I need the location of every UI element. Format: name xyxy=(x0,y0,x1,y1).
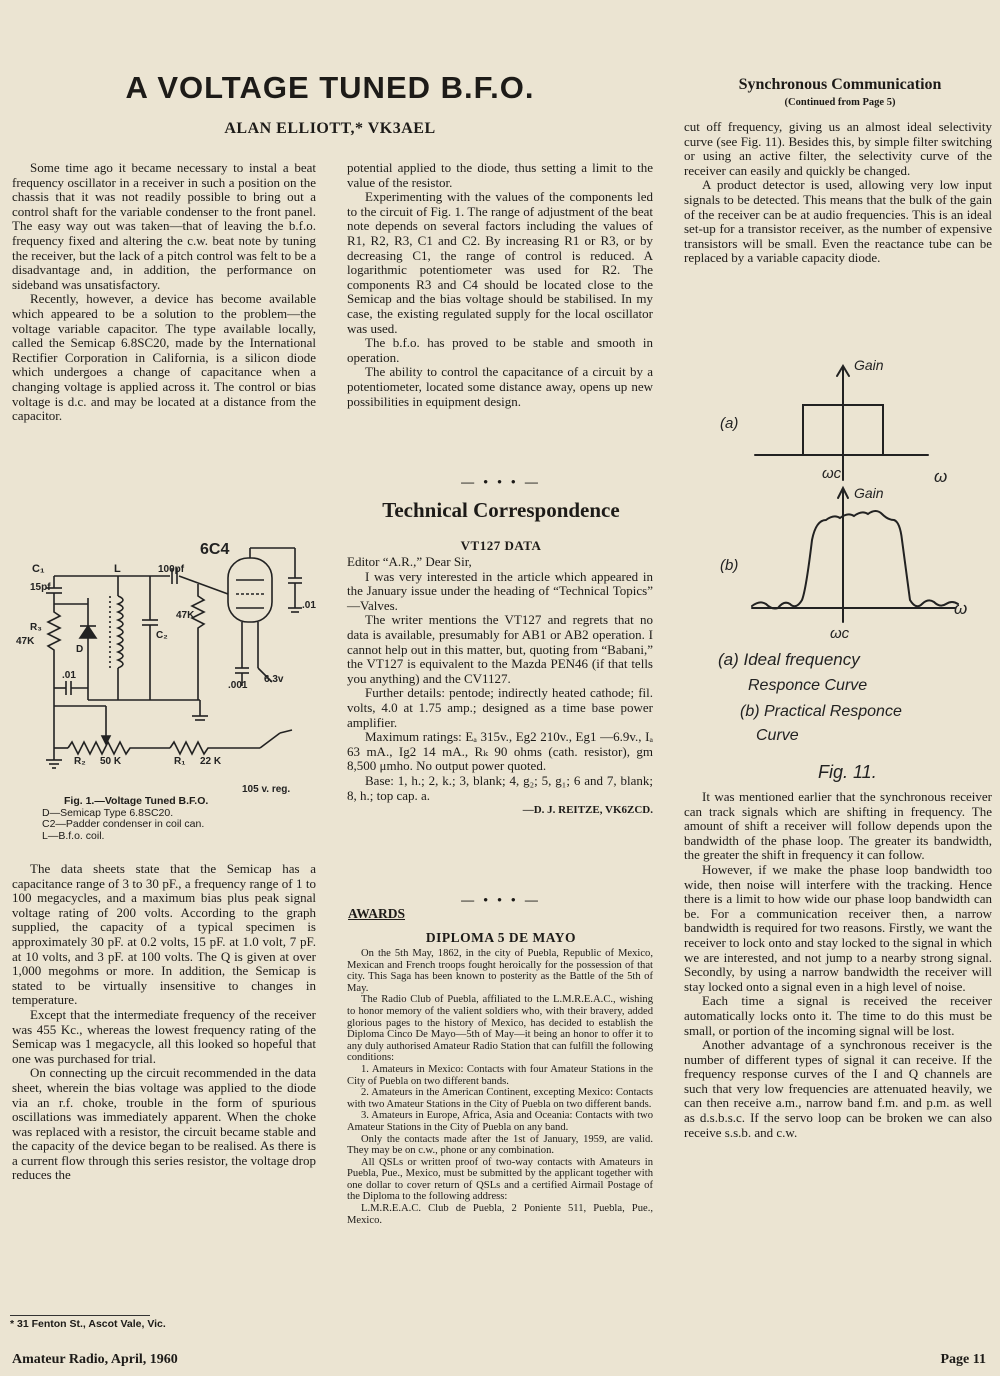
label-c1-value: 15pf xyxy=(30,582,51,593)
vt127-letter xyxy=(347,555,653,818)
section-title-technical-correspondence: Technical Correspondence xyxy=(382,498,620,522)
paragraph: Some time ago it became necessary to instal a beat frequency oscillator in a receiver in such a position on the chassis that it was not readily possible to bring out a control shaft for the variable condenser to the front panel. The easy way out was taken—that of leaving the b.f.o. frequency fixed and altering the c.w. beat note by tuning the receiver, but the lack of a pitch control was felt to be a disadvantage and, in addition, the performance on sideband was unsatisfactory. xyxy=(12,160,316,292)
label-6-3v: 6.3v xyxy=(264,674,284,685)
label-d: D xyxy=(76,644,84,655)
tube-envelope xyxy=(228,558,272,622)
label-r3-value: 47K xyxy=(16,636,35,647)
column-1-upper xyxy=(12,161,316,424)
column-3-lower xyxy=(684,790,992,1140)
paragraph: Each time a signal is received the receiver automatically locks onto it. The time to do this must be small, or portion of the incoming signal will be lost. xyxy=(684,993,992,1038)
paragraph: 1. Amateurs in Mexico: Contacts with four Amateur Stations in the City of Puebla on two different bands. xyxy=(347,1063,653,1087)
diploma-text xyxy=(347,948,653,1226)
figure-1-caption xyxy=(42,796,342,842)
separator: — • • • — xyxy=(461,892,541,907)
sync-continued-note: (Continued from Page 5) xyxy=(784,97,896,108)
footer-publication: Amateur Radio, April, 1960 xyxy=(12,1352,178,1367)
fig11-caption-line: (a) Ideal frequency xyxy=(718,650,860,669)
sync-article-title: Synchronous Communication xyxy=(738,76,942,93)
figure-1-schematic xyxy=(10,538,330,796)
label-r1-value: 22 K xyxy=(200,756,222,767)
column-1-lower xyxy=(12,862,316,1183)
paragraph: The Radio Club of Puebla, affiliated to the L.M.R.E.A.C., wishing to honor memory of the valient soldiers who, with their bravery, added glorious pages to the history of Mexico, has decided to establish the Diploma Cinco De Mayo—5th of May—it being an honor to offer it to any duly authorised Amateur Radio Station that can fulfill the following conditions: xyxy=(347,994,653,1064)
label-r3: R₃ xyxy=(30,622,42,633)
paragraph: A product detector is used, allowing very low input signals to be detected. This means that the bulk of the gain of the receiver can be at audio frequencies. This is an ideal set-up for a transistor receiver, as the number of expensive transistors will be small. Even the reactance tube can be replaced by a variable capacity diode. xyxy=(684,177,992,266)
column-3-upper xyxy=(684,120,992,266)
paragraph: The data sheets state that the Semicap has a capacitance range of 3 to 30 pF., a frequency range of 1 to 100 megacycles, and a maximum bias plus peak signal voltage rating of 200 volts. According to the graph supplied, the capacity of a typical specimen is approximately 30 pF. at 0.2 volts, 15 pF. at 1.0 volt, 7 pF. at 10 volts, and 3 pF. at 100 volts. The Q is given at over 1,000 megohms or more. In addition, the Semicap is stated to be virtually insensitive to changes in temperature. xyxy=(12,861,316,1008)
fig11-label-a: (a) xyxy=(720,415,739,432)
separator: — • • • — xyxy=(461,474,541,489)
paragraph: The writer mentions the VT127 and regrets that no data is available, presumably for AB1 or AB2 operation. I cannot help out in this matter, but, quoting from “Babani,” the VT127 is equivalent to the Mazda PEN46 (if that tells you anything) and the CV1127. xyxy=(347,612,653,686)
caption-line: L—B.f.o. coil. xyxy=(42,829,105,842)
paragraph: The ability to control the capacitance of a circuit by a potentiometer, located some distance away, opens up new possibilities in equipment design. xyxy=(347,364,653,409)
fig11-label-b: (b) xyxy=(720,557,739,574)
paragraph: 2. Amateurs in the American Continent, excepting Mexico: Contacts with two Amateur Stations in the City of Puebla on two different bands. xyxy=(347,1087,653,1110)
paragraph: On connecting up the circuit recommended in the data sheet, wherein the bias voltage was applied to the diode via an r.f. choke, trouble in the form of spurious oscillations was immediately apparent. When the choke was replaced with a resistor, the circuit became stable and the capacity of the device began to be realised. As there is a current flow through this series resistor, the voltage drop reduces the xyxy=(12,1065,316,1183)
label-c1: C₁ xyxy=(32,563,45,575)
paragraph: It was mentioned earlier that the synchronous receiver can track signals which are shifting in frequency. The amount of shift a receiver will follow depends upon the bandwidth of the phase loop. The greater its bandwidth, the greater the shift in frequency it can follow. xyxy=(684,789,992,863)
paragraph: The b.f.o. has proved to be stable and smooth in operation. xyxy=(347,335,653,365)
caption-line: Fig. 1.—Voltage Tuned B.F.O. xyxy=(64,795,209,807)
section-title-awards: AWARDS xyxy=(348,906,406,921)
paragraph: Maximum ratings: Eₐ 315v., Eg2 210v., Eg1 —6.9v., Iₐ 63 mA., Ig2 14 mA., Rₖ 90 ohms (cath. resistor), gm 8,500 μmho. No output power quoted. xyxy=(347,729,653,774)
paragraph: Experimenting with the values of the components led to the circuit of Fig. 1. The range of adjustment of the beat note depends on several factors including the values of R1, R2, R3, C1 and C2. By increasing R1 or R3, or by decreasing C1, the range of control is reduced. A logarithmic potentiometer was used for R2. The components R3 and C4 should be located close to the Semicap and the bias voltage should be stabilised. In my case, the existing regulated supply for the local oscillator was used. xyxy=(347,189,653,336)
paragraph: Another advantage of a synchronous receiver is the number of different types of signal it can receive. If the frequency response curves of the I and Q channels are such that very low frequencies are attenuated heavily, we can then receive a.m., narrow band f.m. and p.m. as well as d.s.b.s.c. If the servo loop can be broken we can also receive s.s.b. and c.w. xyxy=(684,1037,992,1140)
label-001: .001 xyxy=(228,680,248,691)
footnote: * 31 Fenton St., Ascot Vale, Vic. xyxy=(10,1318,166,1330)
label-l: L xyxy=(114,563,121,575)
fig11-gain-b: Gain xyxy=(854,485,884,501)
paragraph: I was very interested in the article which appeared in the January issue under the heading of “Technical Topics” —Valves. xyxy=(347,568,653,613)
paragraph: Recently, however, a device has become available which appeared to be a solution to the problem—the voltage variable capacitor. The type available locally, called the Semicap 6.8SC20, made by the International Rectifier Corporation in California, is a silicon diode which undergoes a change of capacitance when a changing voltage is applied across it. The control or bias voltage is d.c. and may be located at a distance from the capacitor. xyxy=(12,291,316,424)
subsection-title-diploma: DIPLOMA 5 DE MAYO xyxy=(425,930,577,945)
article-title: A VOLTAGE TUNED B.F.O. xyxy=(125,70,535,105)
fig11-caption-line: Curve xyxy=(756,727,799,744)
footnote-rule xyxy=(10,1315,150,1316)
label-r2-value: 50 K xyxy=(100,756,122,767)
label-100pf: 100pf xyxy=(158,564,185,575)
paragraph: Except that the intermediate frequency of the receiver was 455 Kc., whereas the lowest frequency rating of the Semicap was 1 megacycle, all this looked so hopeful that one was purchased for trial. xyxy=(12,1006,316,1066)
paragraph: On the 5th May, 1862, in the city of Puebla, Republic of Mexico, Mexican and French troops fought heroically for the possession of that city. This Saga has been known to posterity as the Battle of the 5th of May. xyxy=(347,948,653,994)
label-r2: R₂ xyxy=(74,756,86,767)
paragraph: Editor “A.R.,” Dear Sir, xyxy=(347,554,472,569)
label-r1: R₁ xyxy=(174,756,186,767)
caption-line: D—Semicap Type 6.8SC20. xyxy=(42,806,174,819)
label-105v-reg: 105 v. reg. xyxy=(242,784,291,795)
paragraph: potential applied to the diode, thus setting a limit to the value of the resistor. xyxy=(347,160,653,190)
column-2-upper xyxy=(347,161,653,409)
paragraph: 3. Amateurs in Europe, Africa, Asia and Oceania: Contacts with two Amateur Stations in the City of Puebla on any band. xyxy=(347,1110,653,1133)
label-47k: 47K xyxy=(176,610,195,621)
paragraph: However, if we make the phase loop bandwidth too wide, then noise will interfere with the tracking. Hence there is a limit to how wide our phase loop bandwidth can be. For a communication receiver then, a narrow bandwidth is required for two reasons. Firstly, we want the receiver to lock onto and stay locked to the signal in which we are interested, and not jump to a nearby strong signal. Secondly, by using a narrow bandwidth the receiver will stay locked onto a signal even in a high level of noise. xyxy=(684,861,992,994)
label-01-right: .01 xyxy=(302,600,316,611)
letter-signoff: —D. J. REITZE, VK6ZCD. xyxy=(522,804,653,817)
subsection-title-vt127: VT127 DATA xyxy=(460,538,542,553)
paragraph: All QSLs or written proof of two-way contacts with Amateurs in Puebla, Pue., Mexico, must be submitted by the applicant together with one dollar to cover return of QSLs and a certified Airmail Postage of the Diploma to the following address: xyxy=(347,1156,653,1203)
fig11-gain-a: Gain xyxy=(854,357,884,373)
fig11-caption-line: Responce Curve xyxy=(748,677,868,694)
article-author: ALAN ELLIOTT,* VK3AEL xyxy=(224,120,436,137)
paragraph: cut off frequency, giving us an almost ideal selectivity curve (see Fig. 11). Besides this, by simple filter switching or using an active filter, the selectivity curve of the receiver can easily and quickly be changed. xyxy=(684,119,992,178)
fig11-wc-a: ωc xyxy=(822,465,842,482)
paragraph: Base: 1, h.; 2, k.; 3, blank; 4, g₂; 5, g₁; 6 and 7, blank; 8, h.; top cap. a. xyxy=(347,772,653,803)
fig11-w-a: ω xyxy=(934,467,948,486)
paragraph: Further details: pentode; indirectly heated cathode; fil. volts, 4.0 at 1.75 amp.; designed as a time base power amplifier. xyxy=(347,685,653,730)
paragraph: L.M.R.E.A.C. Club de Puebla, 2 Poniente 511, Puebla, Pue., Mexico. xyxy=(347,1203,653,1226)
paragraph: Only the contacts made after the 1st of January, 1959, are valid. They may be on c.w., phone or any combination. xyxy=(347,1133,653,1157)
caption-line: C2—Padder condenser in coil can. xyxy=(42,818,205,830)
label-c2: C₂ xyxy=(156,630,168,641)
fig11-label: Fig. 11. xyxy=(818,762,877,782)
fig11-caption-line: (b) Practical Responce xyxy=(740,703,902,720)
footer-page-number: Page 11 xyxy=(940,1352,986,1367)
figure-11-drawing xyxy=(690,350,990,790)
fig11-w-b: ω xyxy=(954,599,968,618)
label-01-left: .01 xyxy=(62,670,76,681)
fig11-wc-b: ωc xyxy=(830,625,850,642)
label-tube: 6C4 xyxy=(200,541,230,558)
